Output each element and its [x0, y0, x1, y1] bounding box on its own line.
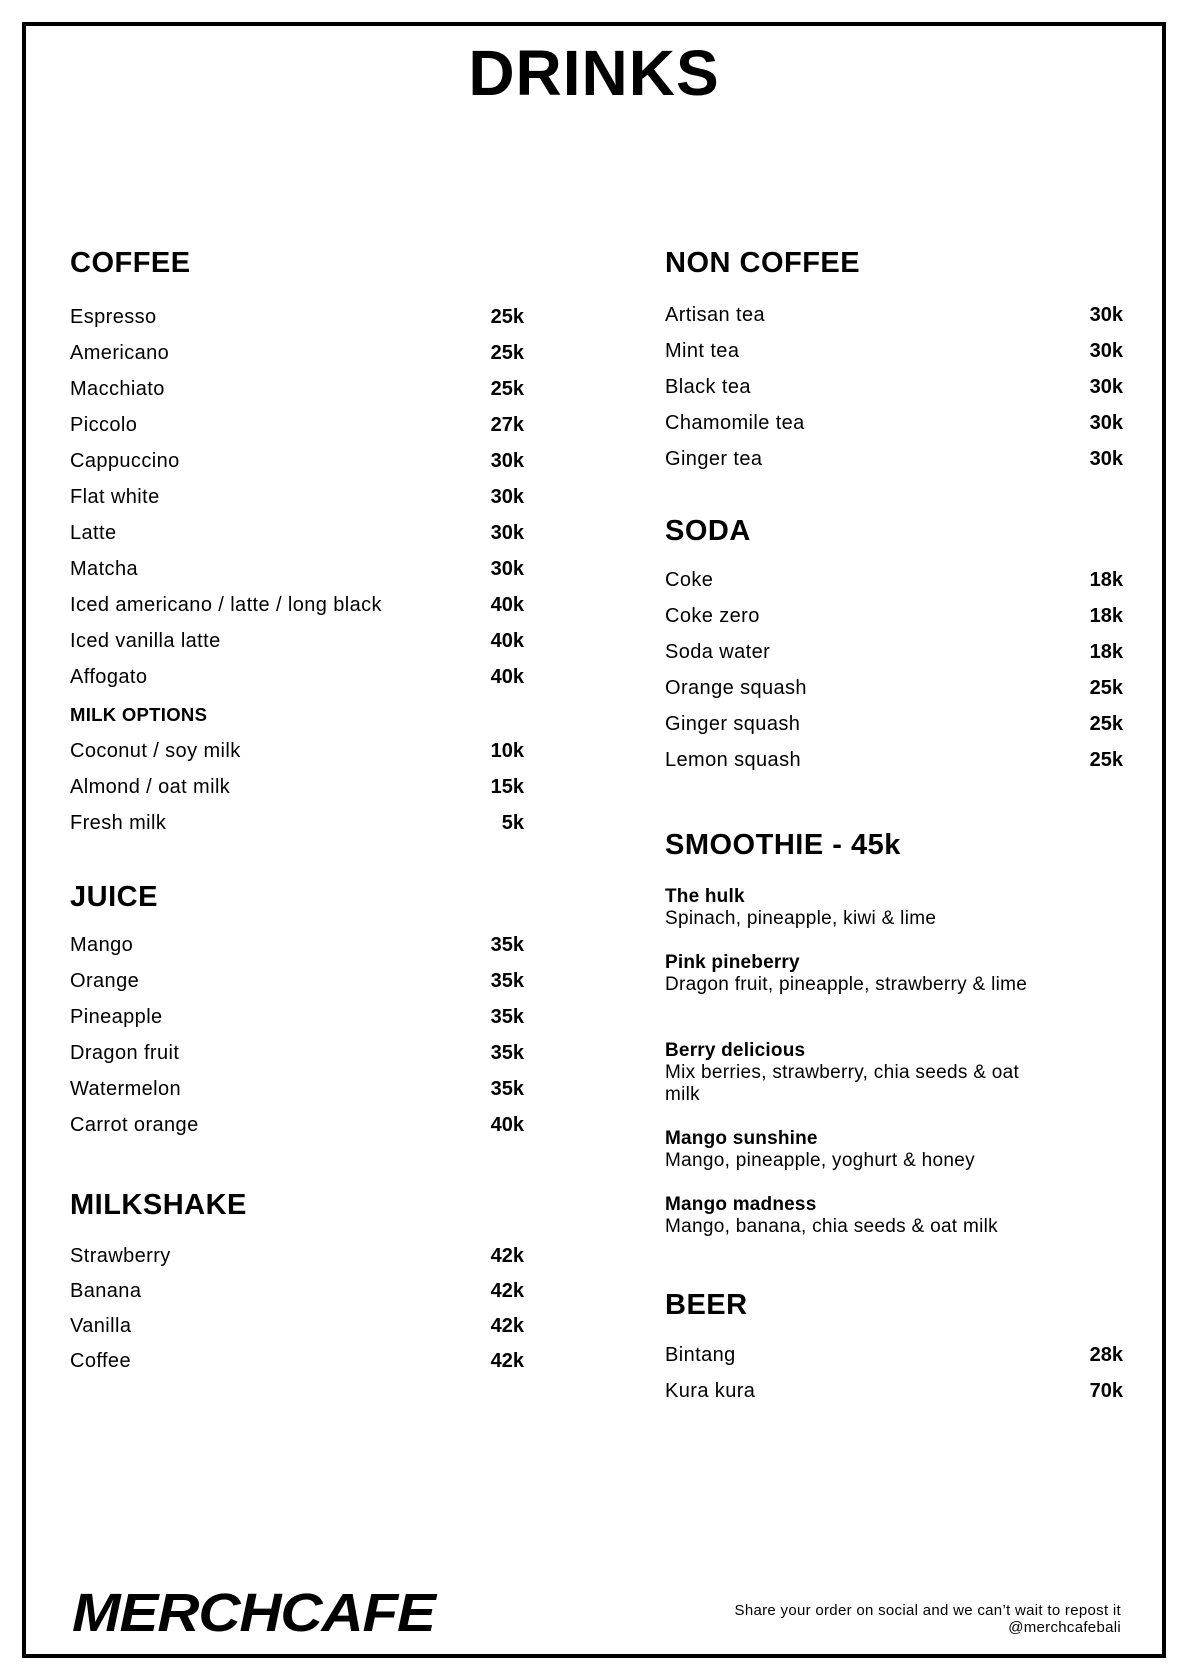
menu-item-name: Fresh milk [70, 812, 167, 834]
menu-item-name: Artisan tea [665, 304, 766, 326]
smoothie-name: Pink pineberry [665, 952, 800, 973]
smoothie-item [665, 1040, 1123, 1106]
smoothie-description: Dragon fruit, pineapple, strawberry & lime [665, 974, 1028, 995]
menu-item [70, 1276, 524, 1306]
section-title-non-coffee: NON COFFEE [665, 247, 861, 279]
merchcafe-logo: MERCHCAFE [72, 1583, 435, 1643]
smoothie-item [665, 952, 1123, 996]
menu-item [70, 302, 524, 332]
section-title-coffee: COFFEE [70, 247, 191, 279]
menu-item-price: 40k [490, 666, 524, 688]
menu-item-price: 42k [490, 1315, 524, 1337]
menu-item [70, 1311, 524, 1341]
menu-item-price: 40k [490, 630, 524, 652]
menu-item [70, 410, 524, 440]
menu-item [70, 338, 524, 368]
menu-item [665, 300, 1123, 330]
menu-item-name: Orange [70, 970, 140, 992]
menu-item [70, 590, 524, 620]
menu-item-price: 42k [490, 1350, 524, 1372]
menu-item-price: 35k [490, 934, 524, 956]
menu-item-price: 18k [1089, 641, 1123, 663]
menu-item-name: Coke zero [665, 605, 760, 627]
section-title-soda: SODA [665, 515, 751, 547]
menu-item [70, 446, 524, 476]
menu-item [665, 637, 1123, 667]
menu-item-name: Coconut / soy milk [70, 740, 241, 762]
menu-item-name: Lemon squash [665, 749, 802, 771]
smoothie-item [665, 886, 1123, 930]
menu-item-price: 10k [490, 740, 524, 762]
footer-note [735, 1602, 1121, 1636]
menu-item-name: Strawberry [70, 1245, 171, 1267]
menu-item-name: Watermelon [70, 1078, 182, 1100]
menu-item [70, 1038, 524, 1068]
menu-item-price: 30k [1089, 340, 1123, 362]
menu-item [70, 1241, 524, 1271]
section-beer [665, 1288, 1123, 1322]
smoothie-name: Mango madness [665, 1194, 817, 1215]
menu-item [70, 626, 524, 656]
menu-item-price: 35k [490, 1006, 524, 1028]
menu-item-name: Cappuccino [70, 450, 180, 472]
menu-item-price: 40k [490, 1114, 524, 1136]
section-smoothie [665, 828, 1123, 862]
menu-item-price: 25k [1089, 677, 1123, 699]
menu-item [70, 808, 524, 838]
smoothie-description: Mango, banana, chia seeds & oat milk [665, 1216, 998, 1237]
menu-item [70, 1110, 524, 1140]
menu-item [70, 1346, 524, 1376]
menu-item [70, 772, 524, 802]
menu-item [70, 518, 524, 548]
menu-item-name: Dragon fruit [70, 1042, 180, 1064]
menu-item [70, 736, 524, 766]
menu-item-price: 42k [490, 1280, 524, 1302]
menu-item-price: 25k [490, 378, 524, 400]
smoothie-description: Mix berries, strawberry, chia seeds & oat milk [665, 1062, 1020, 1105]
menu-item [665, 565, 1123, 595]
menu-item-price: 18k [1089, 569, 1123, 591]
section-title-juice: JUICE [70, 881, 158, 913]
menu-item-name: Ginger tea [665, 448, 763, 470]
menu-item-price: 28k [1089, 1344, 1123, 1366]
section-non-coffee [665, 246, 1123, 280]
section-title-milkshake: MILKSHAKE [70, 1189, 247, 1221]
menu-item-name: Americano [70, 342, 170, 364]
menu-item-name: Mango [70, 934, 134, 956]
menu-item-price: 30k [490, 558, 524, 580]
menu-item [70, 482, 524, 512]
footer-handle: @merchcafebali [1008, 1619, 1121, 1636]
menu-item-name: Chamomile tea [665, 412, 805, 434]
menu-item [665, 745, 1123, 775]
menu-item-price: 25k [490, 342, 524, 364]
menu-item-price: 25k [1089, 749, 1123, 771]
menu-item-name: Vanilla [70, 1315, 132, 1337]
menu-item [70, 374, 524, 404]
menu-item-name: Macchiato [70, 378, 165, 400]
menu-item-price: 70k [1089, 1380, 1123, 1402]
menu-item [665, 336, 1123, 366]
menu-item-name: Ginger squash [665, 713, 801, 735]
menu-item-price: 27k [490, 414, 524, 436]
smoothie-name: Berry delicious [665, 1040, 806, 1061]
menu-item [70, 554, 524, 584]
smoothie-item [665, 1128, 1123, 1172]
menu-item-name: Bintang [665, 1344, 736, 1366]
section-milkshake [70, 1188, 524, 1222]
menu-item-name: Orange squash [665, 677, 807, 699]
menu-item-price: 30k [1089, 448, 1123, 470]
menu-item [70, 966, 524, 996]
menu-item-name: Matcha [70, 558, 138, 580]
menu-item-price: 42k [490, 1245, 524, 1267]
menu-item-name: Coffee [70, 1350, 131, 1372]
menu-item [70, 1074, 524, 1104]
menu-item-price: 25k [490, 306, 524, 328]
smoothie-description: Mango, pineapple, yoghurt & honey [665, 1150, 975, 1171]
smoothie-item [665, 1194, 1123, 1238]
menu-item-price: 35k [490, 1078, 524, 1100]
section-coffee [70, 246, 524, 280]
menu-item-name: Iced americano / latte / long black [70, 594, 382, 616]
page-title: DRINKS [468, 37, 720, 109]
menu-item [70, 1002, 524, 1032]
menu-item [665, 601, 1123, 631]
menu-item-name: Espresso [70, 306, 157, 328]
milk-options-heading: MILK OPTIONS [70, 704, 208, 725]
menu-item [665, 408, 1123, 438]
menu-item [665, 709, 1123, 739]
menu-item-name: Banana [70, 1280, 142, 1302]
menu-item [665, 372, 1123, 402]
menu-item-price: 30k [1089, 304, 1123, 326]
menu-item [665, 1340, 1123, 1370]
menu-item-name: Latte [70, 522, 117, 544]
footer-share-text: Share your order on social and we can’t wait to repost it [734, 1602, 1121, 1619]
menu-item-name: Affogato [70, 666, 148, 688]
section-title-smoothie: SMOOTHIE - 45k [665, 829, 901, 861]
menu-item-price: 30k [490, 450, 524, 472]
menu-item-name: Kura kura [665, 1380, 756, 1402]
smoothie-description: Spinach, pineapple, kiwi & lime [665, 908, 937, 929]
menu-item-name: Flat white [70, 486, 160, 508]
menu-item-name: Soda water [665, 641, 771, 663]
section-soda [665, 514, 1123, 548]
menu-item-price: 40k [490, 594, 524, 616]
menu-item-price: 15k [490, 776, 524, 798]
menu-item-price: 30k [490, 522, 524, 544]
menu-item-name: Mint tea [665, 340, 740, 362]
menu-item-name: Iced vanilla latte [70, 630, 221, 652]
section-juice [70, 880, 524, 914]
menu-item [665, 1376, 1123, 1406]
menu-item-name: Black tea [665, 376, 751, 398]
menu-item-price: 5k [501, 812, 524, 834]
menu-item-price: 35k [490, 970, 524, 992]
menu-item-name: Coke [665, 569, 714, 591]
menu-item-price: 18k [1089, 605, 1123, 627]
section-title-beer: BEER [665, 1289, 748, 1321]
menu-item-name: Piccolo [70, 414, 138, 436]
menu-item [70, 662, 524, 692]
menu-item-name: Almond / oat milk [70, 776, 231, 798]
menu-item-price: 30k [490, 486, 524, 508]
menu-item-price: 35k [490, 1042, 524, 1064]
menu-item-price: 30k [1089, 376, 1123, 398]
smoothie-name: Mango sunshine [665, 1128, 818, 1149]
menu-item [70, 930, 524, 960]
menu-item [665, 444, 1123, 474]
menu-item-price: 25k [1089, 713, 1123, 735]
menu-item [665, 673, 1123, 703]
menu-item-name: Carrot orange [70, 1114, 199, 1136]
menu-item-name: Pineapple [70, 1006, 163, 1028]
smoothie-name: The hulk [665, 886, 745, 907]
menu-item-price: 30k [1089, 412, 1123, 434]
